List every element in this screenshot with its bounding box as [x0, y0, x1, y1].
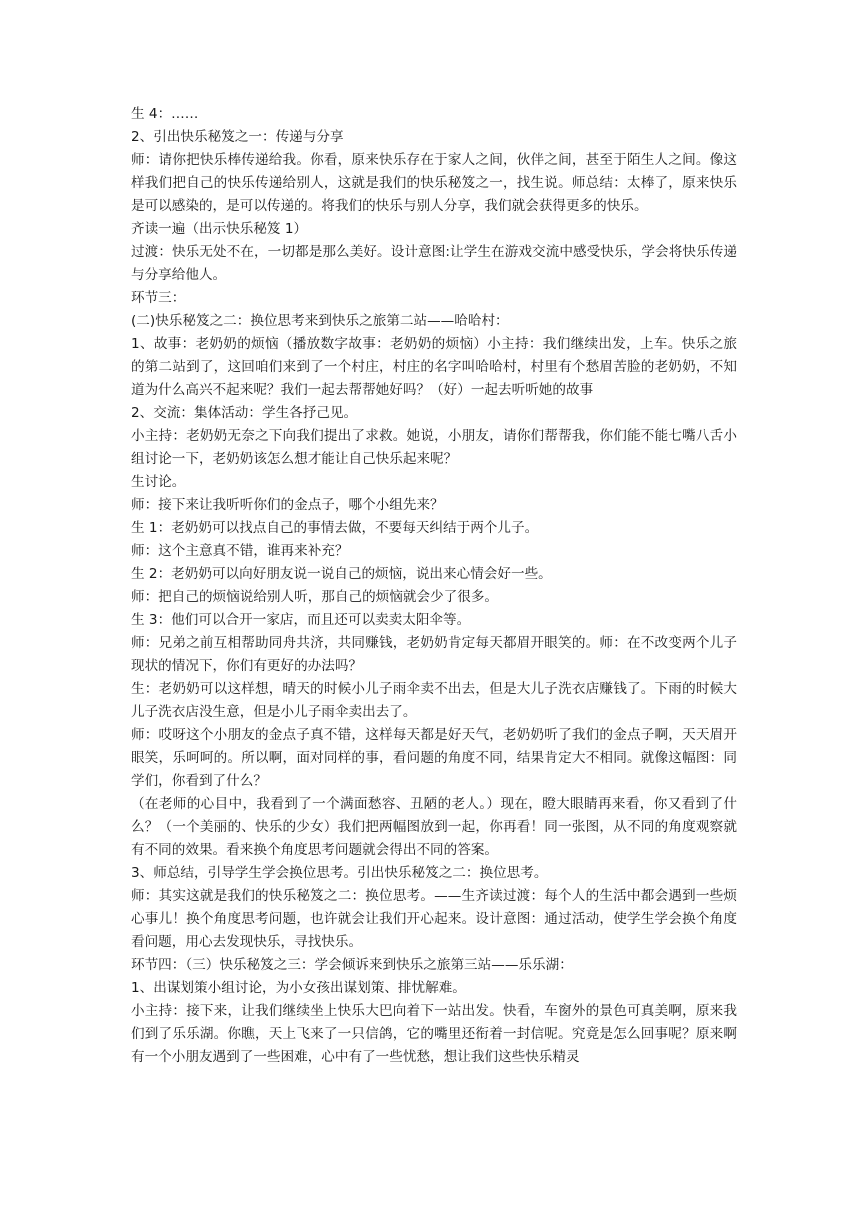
document-page — [131, 103, 737, 1069]
paragraph: 生 1：老奶奶可以找点自己的事情去做，不要每天纠结于两个儿子。 — [131, 520, 539, 536]
paragraph: 环节四：（三）快乐秘笈之三：学会倾诉来到快乐之旅第三站——乐乐湖： — [131, 957, 573, 973]
paragraph: 1、出谋划策小组讨论，为小女孩出谋划策、排忧解难。 — [131, 980, 466, 996]
paragraph: (二)快乐秘笈之二：换位思考来到快乐之旅第二站——哈哈村： — [131, 313, 509, 329]
paragraph: 师：这个主意真不错，谁再来补充？ — [131, 543, 349, 559]
paragraph: 师：兄弟之前互相帮助同舟共济，共同赚钱，老奶奶肯定每天都眉开眼笑的。师：在不改变两个儿子现状的情况下，你们有更好的办法吗？ — [131, 635, 737, 674]
paragraph: 2、交流：集体活动：学生各抒己见。 — [131, 405, 358, 421]
paragraph: 小主持：接下来，让我们继续坐上快乐大巴向着下一站出发。快看，车窗外的景色可真美啊，原来我们到了乐乐湖。你瞧，天上飞来了一只信鸽，它的嘴里还衔着一封信呢。究竟是怎么回事呢？原来啊有一个小朋友遇到了一些困难，心中有了一些忧愁，想让我们这些快乐精灵 — [131, 1003, 737, 1065]
paragraph: 师：其实这就是我们的快乐秘笈之二：换位思考。——生齐读过渡：每个人的生活中都会遇到一些烦心事儿！换个角度思考问题，也许就会让我们开心起来。设计意图：通过活动，使学生学会换个角度看问题，用心去发现快乐，寻找快乐。 — [131, 888, 737, 950]
paragraph: 生：老奶奶可以这样想，晴天的时候小儿子雨伞卖不出去，但是大儿子洗衣店赚钱了。下雨的时候大儿子洗衣店没生意，但是小儿子雨伞卖出去了。 — [131, 681, 737, 720]
paragraph: 过渡：快乐无处不在，一切都是那么美好。设计意图:让学生在游戏交流中感受快乐，学会将快乐传递与分享给他人。 — [131, 244, 737, 283]
paragraph: 生 2：老奶奶可以向好朋友说一说自己的烦恼，说出来心情会好一些。 — [131, 566, 552, 582]
paragraph: 齐读一遍（出示快乐秘笈 1） — [131, 221, 308, 237]
paragraph: 小主持：老奶奶无奈之下向我们提出了求救。她说，小朋友，请你们帮帮我，你们能不能七嘴八舌小组讨论一下，老奶奶该怎么想才能让自己快乐起来呢？ — [131, 428, 737, 467]
paragraph: 生讨论。 — [131, 474, 186, 490]
paragraph: 3、师总结，引导学生学会换位思考。引出快乐秘笈之二：换位思考。 — [131, 865, 548, 881]
paragraph: 师：接下来让我听听你们的金点子，哪个小组先来？ — [131, 497, 444, 513]
paragraph: 生 4：…… — [131, 106, 199, 122]
paragraph: 师：请你把快乐棒传递给我。你看，原来快乐存在于家人之间，伙伴之间，甚至于陌生人之间。像这样我们把自己的快乐传递给别人，这就是我们的快乐秘笈之一，找生说。师总结：太棒了，原来快乐是可以感染的，是可以传递的。将我们的快乐与别人分享，我们就会获得更多的快乐。 — [131, 152, 737, 214]
paragraph: 生 3：他们可以合开一家店，而且还可以卖卖太阳伞等。 — [131, 612, 471, 628]
paragraph: 2、引出快乐秘笈之一：传递与分享 — [131, 129, 344, 145]
paragraph: 师：哎呀这个小朋友的金点子真不错，这样每天都是好天气，老奶奶听了我们的金点子啊，天天眉开眼笑，乐呵呵的。所以啊，面对同样的事，看问题的角度不同，结果肯定大不相同。就像这幅图：同学们，你看到了什么？ — [131, 727, 737, 789]
paragraph: 环节三： — [131, 290, 186, 306]
paragraph: （在老师的心目中，我看到了一个满面愁容、丑陋的老人。）现在，瞪大眼睛再来看，你又看到了什么？（一个美丽的、快乐的少女）我们把两幅图放到一起，你再看！同一张图，从不同的角度观察就有不同的效果。看来换个角度思考问题就会得出不同的答案。 — [131, 796, 737, 858]
paragraph: 师：把自己的烦恼说给别人听，那自己的烦恼就会少了很多。 — [131, 589, 499, 605]
paragraph: 1、故事：老奶奶的烦恼（播放数字故事：老奶奶的烦恼）小主持：我们继续出发，上车。快乐之旅的第二站到了，这回咱们来到了一个村庄，村庄的名字叫哈哈村，村里有个愁眉苦脸的老奶奶，不知道为什么高兴不起来呢？我们一起去帮帮她好吗？（好）一起去听听她的故事 — [131, 336, 737, 398]
